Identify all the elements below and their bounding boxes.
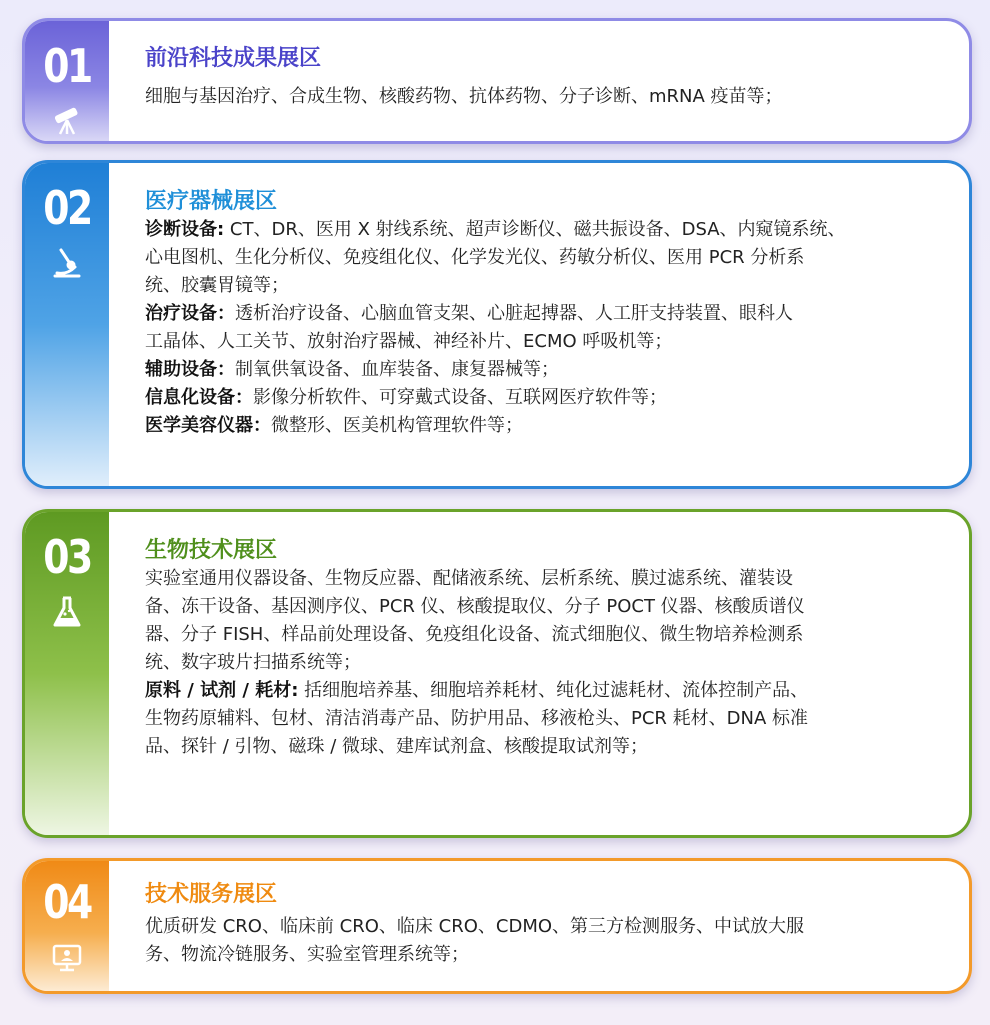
presentation-icon <box>49 939 85 975</box>
section-line: 原料 / 试剂 / 耗材: 括细胞培养基、细胞培养耗材、纯化过滤耗材、流体控制产品、 <box>145 680 809 701</box>
section-line: 诊断设备: CT、DR、医用 X 射线系统、超声诊断仪、磁共振设备、DSA、内窥镜系统、 <box>145 219 846 240</box>
section-line: 务、物流冷链服务、实验室管理系统等； <box>145 944 469 965</box>
section-number: 04 <box>43 875 91 929</box>
section-card-04 <box>22 858 972 994</box>
section-number: 03 <box>43 530 91 584</box>
microscope-icon <box>49 245 85 281</box>
section-title: 生物技术展区 <box>145 538 278 563</box>
section-line: 实验室通用仪器设备、生物反应器、配储液系统、层析系统、膜过滤系统、灌装设 <box>145 568 793 589</box>
section-line: 细胞与基因治疗、合成生物、核酸药物、抗体药物、分子诊断、mRNA 疫苗等； <box>145 86 783 107</box>
section-line: 生物药原辅料、包材、清洁消毒产品、防护用品、移液枪头、PCR 耗材、DNA 标准 <box>145 708 809 729</box>
section-card-03 <box>22 509 972 838</box>
section-line: 统、数字玻片扫描系统等； <box>145 652 361 673</box>
section-line: 备、冻干设备、基因测序仪、PCR 仪、核酸提取仪、分子 POCT 仪器、核酸质谱仪 <box>145 596 805 617</box>
section-card-01 <box>22 18 972 144</box>
section-title: 前沿科技成果展区 <box>145 46 322 71</box>
section-badge <box>25 21 109 141</box>
section-line: 统、胶囊胃镜等； <box>145 275 289 296</box>
section-card-02 <box>22 160 972 489</box>
section-line: 治疗设备：透析治疗设备、心脑血管支架、心脏起搏器、人工肝支持装置、眼科人 <box>145 303 793 324</box>
section-line: 优质研发 CRO、临床前 CRO、临床 CRO、CDMO、第三方检测服务、中试放大服 <box>145 916 805 937</box>
section-line: 医学美容仪器：微整形、医美机构管理软件等； <box>145 415 523 436</box>
section-title: 医疗器械展区 <box>145 189 278 214</box>
section-line: 器、分子 FISH、样品前处理设备、免疫组化设备、流式细胞仪、微生物培养检测系 <box>145 624 804 645</box>
section-line: 信息化设备：影像分析软件、可穿戴式设备、互联网医疗软件等； <box>145 387 667 408</box>
section-title: 技术服务展区 <box>145 882 278 907</box>
telescope-icon <box>49 103 85 139</box>
flask-icon <box>49 594 85 630</box>
section-badge <box>25 861 109 991</box>
section-line: 工晶体、人工关节、放射治疗器械、神经补片、ECMO 呼吸机等； <box>145 331 673 352</box>
section-line: 品、探针 / 引物、磁珠 / 微球、建库试剂盒、核酸提取试剂等； <box>145 736 649 757</box>
section-line: 心电图机、生化分析仪、免疫组化仪、化学发光仪、药敏分析仪、医用 PCR 分析系 <box>145 247 805 268</box>
section-line: 辅助设备：制氧供氧设备、血库装备、康复器械等； <box>145 359 559 380</box>
section-number: 01 <box>43 39 91 93</box>
section-badge <box>25 512 109 835</box>
section-badge <box>25 163 109 486</box>
section-number: 02 <box>43 181 91 235</box>
